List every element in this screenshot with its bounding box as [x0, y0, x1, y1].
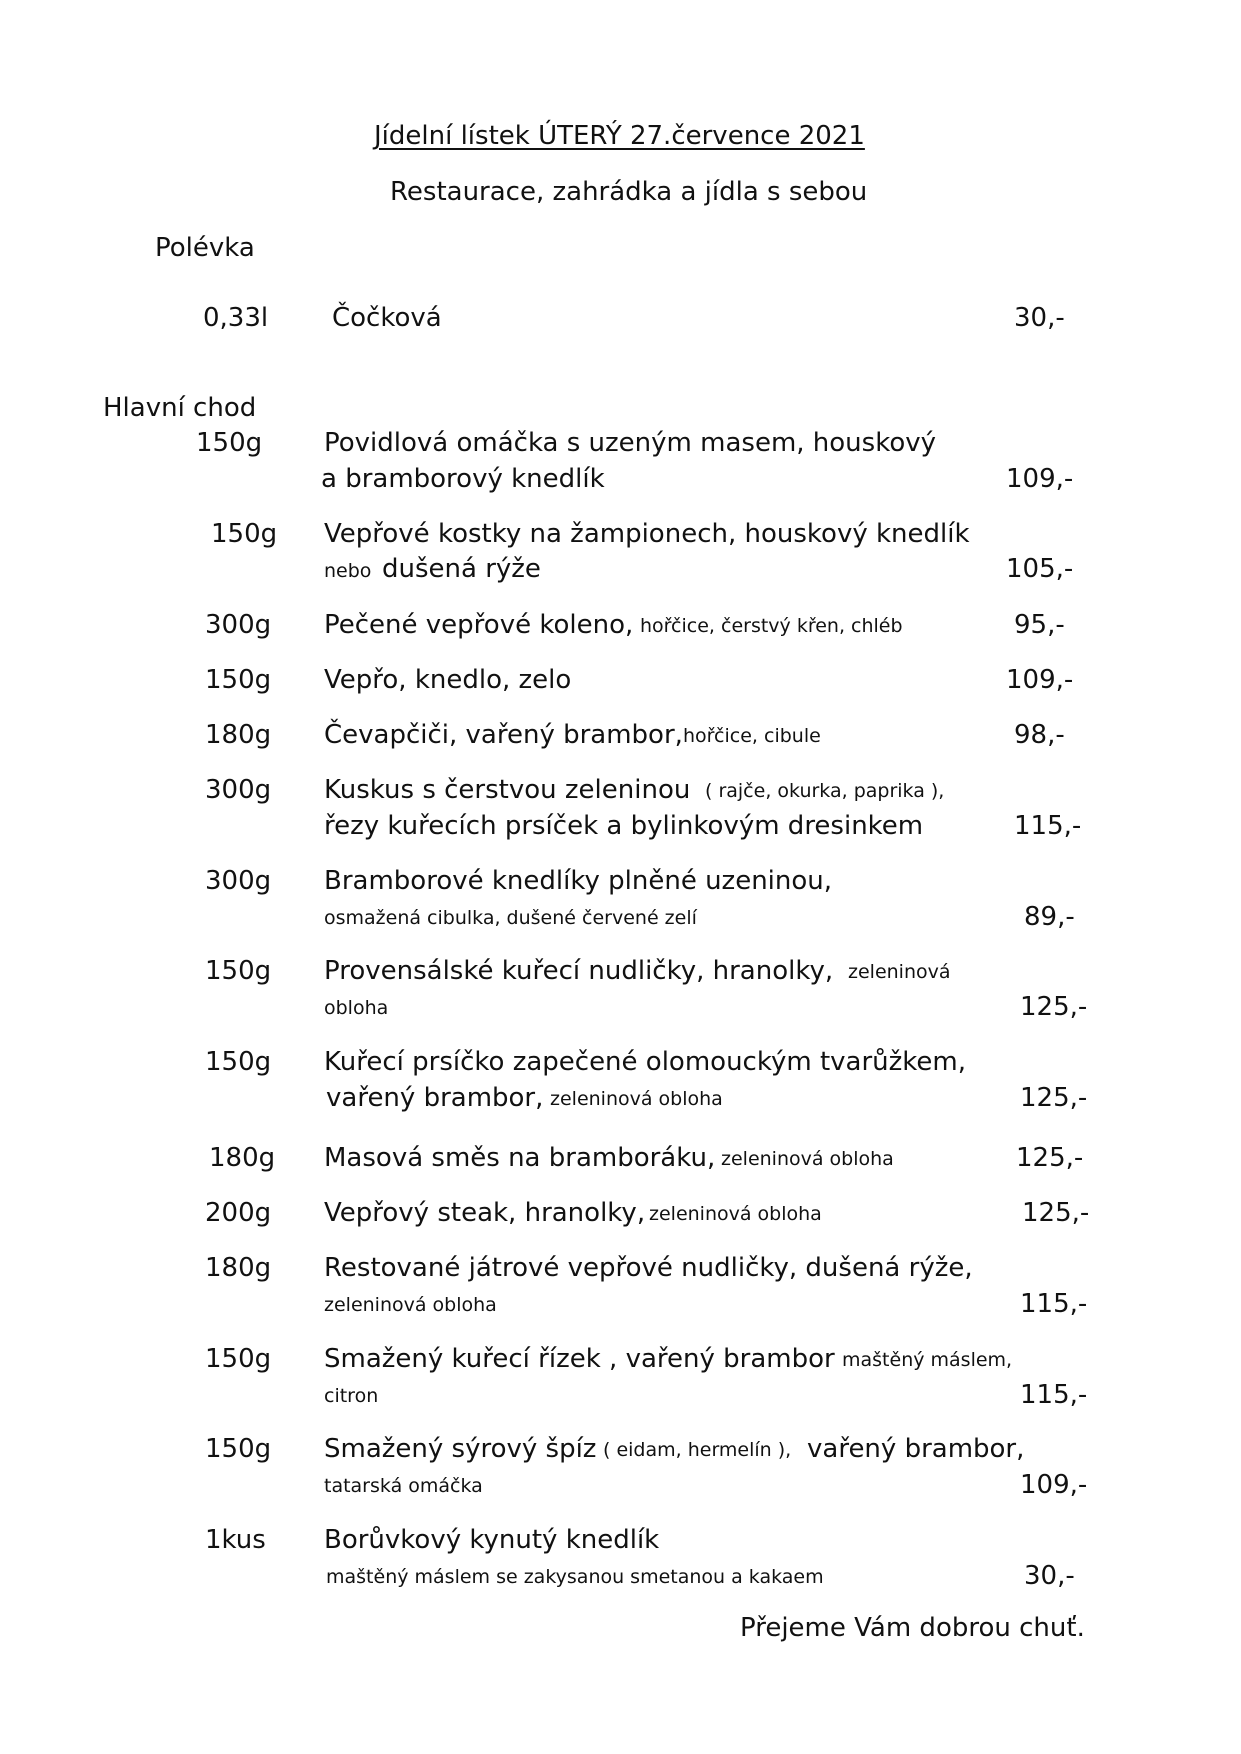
item-name-line2: tatarská omáčka — [324, 1475, 483, 1497]
item-name: Vepřový steak, hranolky, — [324, 1198, 646, 1228]
item-name-line2: a bramborový knedlík — [321, 464, 605, 494]
item-side-note: zeleninová obloha — [550, 1088, 723, 1110]
item-quantity: 150g — [205, 1344, 272, 1374]
item-quantity: 150g — [205, 1434, 272, 1464]
item-name-line2: vařený brambor, — [326, 1083, 544, 1113]
item-quantity: 200g — [205, 1198, 272, 1228]
soup-name: Čočková — [332, 303, 442, 333]
item-side-note: zeleninová obloha — [721, 1148, 894, 1170]
item-quantity: 150g — [205, 1047, 272, 1077]
item-price: 105,- — [1006, 554, 1074, 584]
soup-quantity: 0,33l — [203, 303, 269, 333]
item-price: 109,- — [1006, 665, 1074, 695]
item-quantity: 150g — [205, 665, 272, 695]
item-name: Kuřecí prsíčko zapečené olomouckým tvarůžkem, — [324, 1047, 967, 1077]
item-name: Restované játrové vepřové nudličky, dušená rýže, — [324, 1253, 973, 1283]
item-name-line2: obloha — [324, 997, 389, 1019]
item-price: 115,- — [1020, 1380, 1088, 1410]
closing-greeting: Přejeme Vám dobrou chuť. — [740, 1613, 1085, 1643]
item-name: Čevapčiči, vařený brambor, — [324, 720, 683, 750]
item-name: Masová směs na bramboráku, — [324, 1143, 716, 1173]
item-name-line2: citron — [324, 1385, 379, 1407]
item-price: 95,- — [1014, 610, 1065, 640]
item-name: Povidlová omáčka s uzeným masem, houskový — [324, 428, 937, 458]
item-name: Smažený kuřecí řízek , vařený brambor — [324, 1344, 835, 1374]
item-price: 125,- — [1016, 1143, 1084, 1173]
item-name: Vepřo, knedlo, zelo — [324, 665, 572, 695]
item-note: nebo — [324, 560, 372, 582]
item-name: Bramborové knedlíky plněné uzeninou, — [324, 866, 833, 896]
item-quantity: 300g — [205, 775, 272, 805]
item-name: Pečené vepřové koleno, — [324, 610, 634, 640]
item-side-note: hořčice, čerstvý křen, chléb — [640, 615, 903, 637]
item-name: Smažený sýrový špíz — [324, 1434, 597, 1464]
item-price: 115,- — [1020, 1289, 1088, 1319]
item-price: 98,- — [1014, 720, 1065, 750]
item-side-note: ( eidam, hermelín ), — [603, 1439, 792, 1461]
page-subtitle: Restaurace, zahrádka a jídla s sebou — [390, 177, 868, 207]
item-side-note: zeleninová obloha — [649, 1203, 822, 1225]
item-name: Kuskus s čerstvou zeleninou — [324, 775, 691, 805]
item-name: Borůvkový kynutý knedlík — [324, 1525, 660, 1555]
item-quantity: 150g — [211, 519, 278, 549]
item-side-note: ( rajče, okurka, paprika ), — [705, 780, 945, 802]
item-quantity: 150g — [205, 956, 272, 986]
item-quantity: 300g — [205, 866, 272, 896]
item-name-line2: řezy kuřecích prsíček a bylinkovým dresinkem — [324, 811, 924, 841]
item-side-note: maštěný máslem, — [842, 1349, 1013, 1371]
item-price: 89,- — [1024, 902, 1075, 932]
item-price: 115,- — [1014, 811, 1082, 841]
item-name-line2: dušená rýže — [382, 554, 541, 584]
item-name-line2: maštěný máslem se zakysanou smetanou a kakaem — [326, 1566, 824, 1588]
soup-price: 30,- — [1014, 303, 1065, 333]
section-heading-soup: Polévka — [155, 233, 255, 263]
item-price: 125,- — [1022, 1198, 1090, 1228]
item-quantity: 180g — [205, 720, 272, 750]
item-name: Vepřové kostky na žampionech, houskový knedlík — [324, 519, 970, 549]
item-quantity: 180g — [205, 1253, 272, 1283]
item-side-note: hořčice, cibule — [683, 725, 821, 747]
item-quantity: 300g — [205, 610, 272, 640]
item-quantity: 180g — [209, 1143, 276, 1173]
item-price: 109,- — [1020, 1470, 1088, 1500]
item-price: 30,- — [1024, 1561, 1075, 1591]
section-heading-main: Hlavní chod — [103, 393, 257, 423]
item-name: Provensálské kuřecí nudličky, hranolky, — [324, 956, 834, 986]
item-side-note: zeleninová — [848, 961, 951, 983]
item-price: 109,- — [1006, 464, 1074, 494]
item-quantity: 150g — [196, 428, 263, 458]
item-quantity: 1kus — [205, 1525, 266, 1555]
item-price: 125,- — [1020, 992, 1088, 1022]
page-title: Jídelní lístek ÚTERÝ 27.července 2021 — [374, 121, 865, 151]
item-price: 125,- — [1020, 1083, 1088, 1113]
item-name-line2: osmažená cibulka, dušené červené zelí — [324, 907, 697, 929]
item-name-line2: zeleninová obloha — [324, 1294, 497, 1316]
item-name-cont: vařený brambor, — [807, 1434, 1025, 1464]
